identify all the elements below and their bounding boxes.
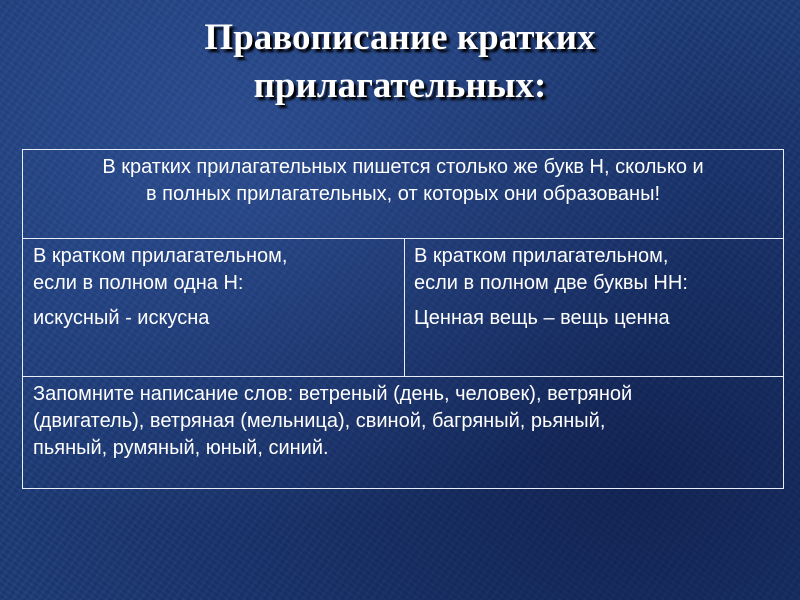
single-n-rule-cell [23, 238, 404, 376]
general-rule-cell [23, 150, 783, 238]
exceptions-line-2: (двигатель), ветряная (мельница), свиной, багряный, рьяный, [33, 410, 606, 432]
slide-title [0, 14, 800, 110]
general-rule-line-2: в полных прилагательных, от которых они образованы! [145, 183, 661, 205]
slide-title-line-1: Правописание кратких [204, 17, 596, 58]
exceptions-line-3: пьяный, румяный, юный, синий. [33, 437, 329, 459]
double-n-rule-cell [404, 238, 782, 376]
single-n-rule-line-1: В кратком прилагательном, [33, 245, 288, 267]
single-n-rule-line-2: если в полном одна Н: [33, 272, 244, 294]
double-n-example: Ценная вещь – вещь ценна [414, 307, 670, 329]
single-n-example: искусный - искусна [33, 307, 210, 329]
exceptions-cell [23, 376, 783, 487]
double-n-rule-line-2: если в полном две буквы НН: [414, 272, 688, 294]
exceptions-line-1: Запомните написание слов: ветреный (день, человек), ветряной [33, 383, 633, 405]
slide-title-line-2: прилагательных: [253, 65, 547, 106]
general-rule-line-1: В кратких прилагательных пишется столько же букв Н, сколько и [102, 156, 704, 178]
rules-table [22, 149, 784, 489]
double-n-rule-line-1: В кратком прилагательном, [414, 245, 669, 267]
